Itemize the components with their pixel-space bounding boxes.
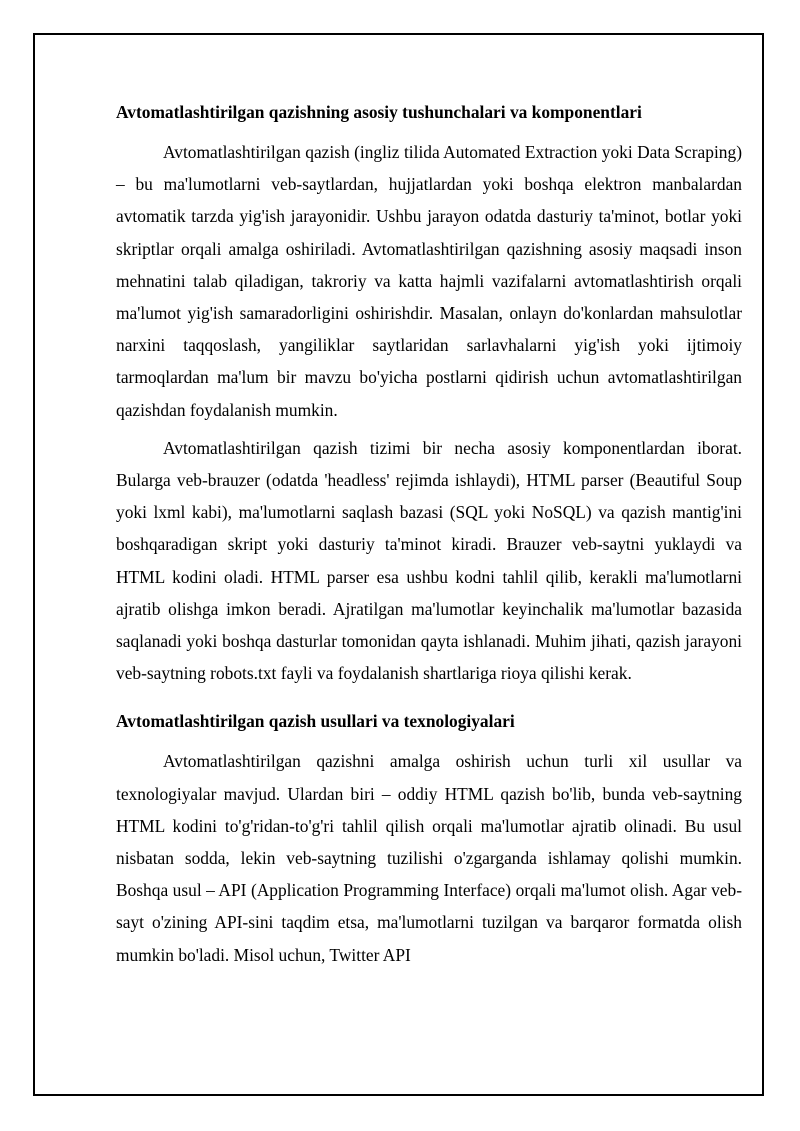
paragraph: Avtomatlashtirilgan qazish tizimi bir necha asosiy komponentlardan iborat. Bularga veb-brauzer (odatda 'headless' rejimda ishlaydi), HTML parser (Beautiful Soup yoki lxml kabi), ma'lumotlarni saqlash bazasi (SQL yoki NoSQL) va qazish mantig'ini boshqaradigan skript yoki dasturiy ta'minot kiradi. Brauzer veb-saytni yuklaydi va HTML kodini oladi. HTML parser esa ushbu kodni tahlil qilib, kerakli ma'lumotlarni ajratib olishga imkon beradi. Ajratilgan ma'lumotlar keyinchalik ma'lumotlar bazasida saqlanadi yoki boshqa dasturlar tomonidan qayta ishlanadi. Muhim jihati, qazish jarayoni veb-saytning robots.txt fayli va foydalanish shartlariga rioya qilishi kerak. — [116, 437, 742, 684]
paragraph: Avtomatlashtirilgan qazishni amalga oshirish uchun turli xil usullar va texnologiyalar mavjud. Ulardan biri – oddiy HTML qazish bo'lib, bunda veb-saytning HTML kodini to'g'ridan-to'g'ri tahlil qilish orqali ma'lumotlar ajratib olinadi. Bu usul nisbatan sodda, lekin veb-saytning tuzilishi o'zgarganda ishlamay qolishi mumkin. Boshqa usul – API (Application Programming Interface) orqali ma'lumot olish. Agar veb-sayt o'zining API-sini taqdim etsa, ma'lumotlarni tuzilgan va barqaror formatda olish mumkin bo'ladi. Misol uchun, Twitter API — [116, 751, 742, 965]
document-body — [116, 98, 742, 971]
section-heading: Avtomatlashtirilgan qazishning asosiy tushunchalari va komponentlari — [116, 102, 642, 122]
paragraph: Avtomatlashtirilgan qazish (ingliz tilida Automated Extraction yoki Data Scraping) – bu ma'lumotlarni veb-saytlardan, hujjatlardan yoki boshqa elektron manbalardan avtomatik tarzda yig'ish jarayonidir. Ushbu jarayon odatda dasturiy ta'minot, botlar yoki skriptlar orqali amalga oshiriladi. Avtomatlashtirilgan qazishning asosiy maqsadi inson mehnatini talab qiladigan, takroriy va katta hajmli vazifalarni avtomatlashtirish orqali ma'lumot yig'ish samaradorligini oshirishdir. Masalan, onlayn do'konlardan mahsulotlar narxini taqqoslash, yangiliklar saytlaridan sarlavhalarni yig'ish yoki ijtimoiy tarmoqlardan ma'lum bir mavzu bo'yicha postlarni qidirish uchun avtomatlashtirilgan qazishdan foydalanish mumkin. — [116, 142, 742, 420]
section-heading: Avtomatlashtirilgan qazish usullari va texnologiyalari — [116, 711, 515, 732]
